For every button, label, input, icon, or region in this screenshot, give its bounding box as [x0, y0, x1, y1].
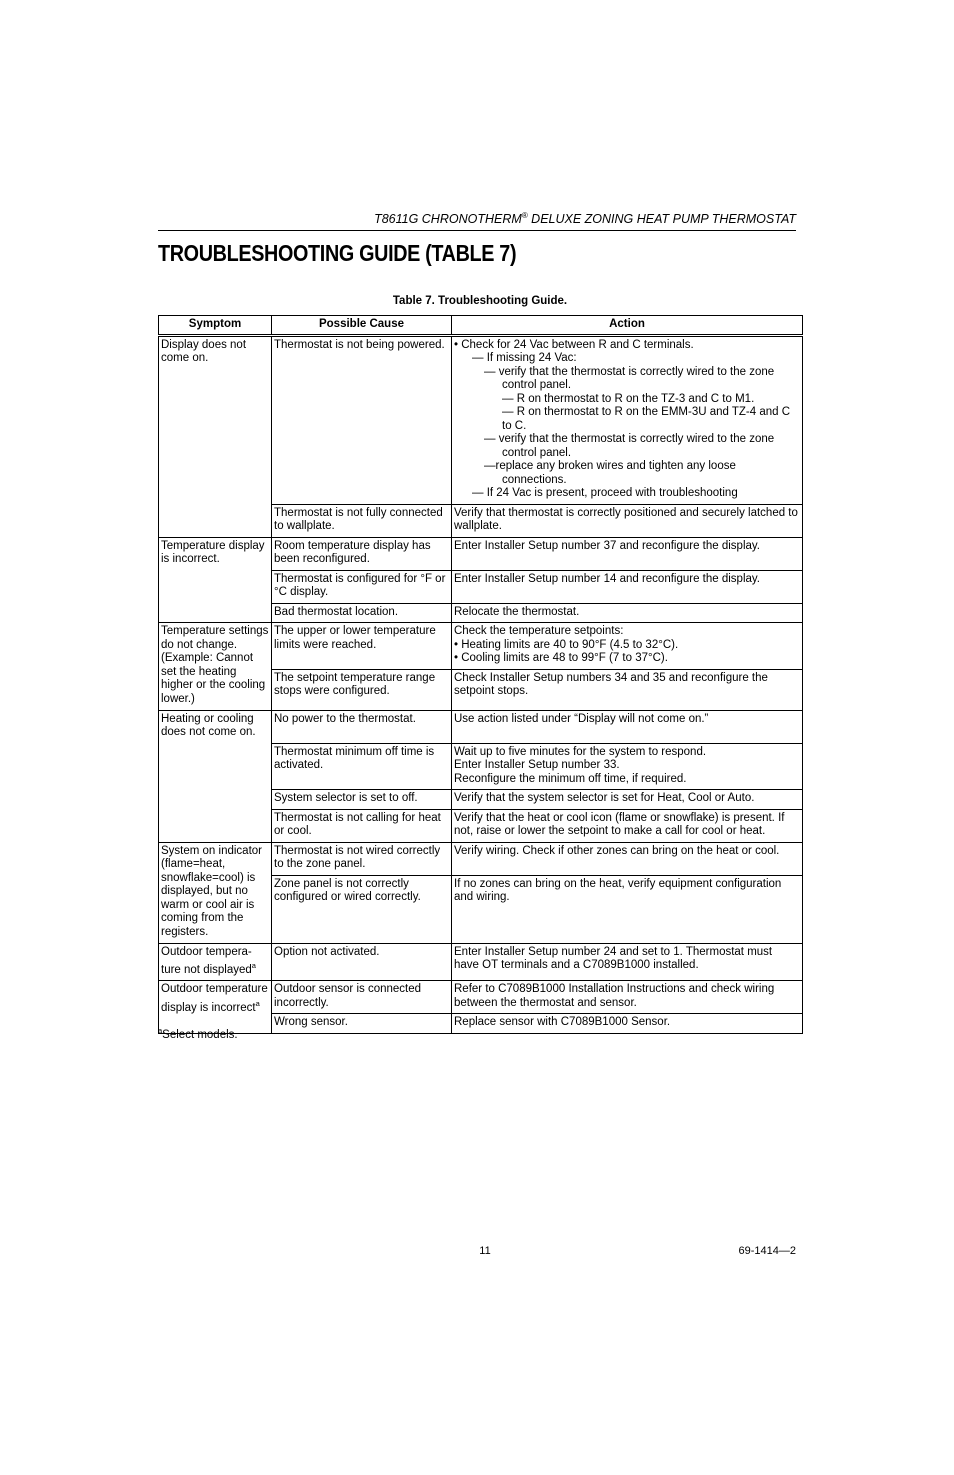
action-line: • Cooling limits are 48 to 99°F (7 to 37°C).: [454, 652, 668, 664]
cause-cell: Thermostat is not being powered.: [272, 335, 452, 504]
action-cell: Relocate the thermostat.: [452, 603, 803, 623]
column-header-action: Action: [452, 316, 803, 336]
cause-cell: System selector is set to off.: [272, 790, 452, 810]
footnote-mark: a: [158, 1026, 163, 1035]
table-row: [159, 623, 803, 670]
cause-cell: Thermostat is not calling for heat or cool.: [272, 809, 452, 842]
cause-cell: Thermostat is configured for °F or °C display.: [272, 570, 452, 603]
symptom-text: Outdoor tempera-ture not displayed: [161, 945, 252, 976]
footnote-ref: a: [255, 998, 260, 1008]
cause-cell: The setpoint temperature range stops were configured.: [272, 669, 452, 710]
action-line: Check the temperature setpoints:: [454, 625, 624, 637]
action-line: — If missing 24 Vac:: [472, 352, 577, 364]
action-cell: Verify wiring. Check if other zones can bring on the heat or cool.: [452, 842, 803, 875]
column-header-symptom: Symptom: [159, 316, 272, 336]
action-line: Reconfigure the minimum off time, if required.: [454, 772, 687, 785]
action-cell: [452, 623, 803, 670]
footnote-text: Select models.: [162, 1028, 238, 1041]
cause-cell: No power to the thermostat.: [272, 710, 452, 743]
symptom-cell: System on indicator (flame=heat, snowflake=cool) is displayed, but no warm or cool air is coming from the registers.: [159, 842, 272, 943]
table-row: [159, 981, 803, 1014]
footnote-ref: a: [251, 961, 256, 970]
cause-cell: Bad thermostat location.: [272, 603, 452, 623]
cause-cell: Room temperature display has been reconfigured.: [272, 537, 452, 570]
table-row: [159, 335, 803, 504]
running-header: [158, 211, 796, 226]
table-caption: Table 7. Troubleshooting Guide.: [392, 295, 568, 307]
action-cell: Enter Installer Setup number 14 and reconfigure the display.: [452, 570, 803, 603]
symptom-cell: Display does not come on.: [159, 335, 272, 537]
cause-cell: Zone panel is not correctly configured or wired correctly.: [272, 875, 452, 943]
header-tagline: DELUXE ZONING HEAT PUMP THERMOSTAT: [527, 212, 796, 227]
symptom-cell: Temperature display is incorrect.: [159, 537, 272, 623]
action-line: — R on thermostat to R on the EMM-3U and TZ-4 and C to C.: [502, 406, 791, 432]
cause-cell: The upper or lower temperature limits were reached.: [272, 623, 452, 670]
action-line: Wait up to five minutes for the system to respond.: [454, 745, 707, 758]
symptom-cell: Heating or cooling does not come on.: [159, 710, 272, 842]
symptom-cell: Temperature settings do not change. (Example: Cannot set the heating higher or the cooling lower.): [159, 623, 272, 711]
registered-mark: ®: [521, 211, 528, 220]
symptom-cell: [159, 943, 272, 981]
action-cell: Replace sensor with C7089B1000 Sensor.: [452, 1014, 803, 1034]
table-row: [159, 842, 803, 875]
action-cell: Verify that the system selector is set for Heat, Cool or Auto.: [452, 790, 803, 810]
footnote: [158, 1026, 238, 1041]
cause-cell: Wrong sensor.: [272, 1014, 452, 1034]
column-header-cause: Possible Cause: [272, 316, 452, 336]
action-cell: [452, 743, 803, 790]
page-title: TROUBLESHOOTING GUIDE (TABLE 7): [158, 240, 517, 266]
action-cell: [452, 335, 803, 504]
table-row: [159, 537, 803, 570]
table-row: [159, 943, 803, 981]
cause-cell: Thermostat is not wired correctly to the zone panel.: [272, 842, 452, 875]
troubleshooting-table: [158, 315, 803, 1034]
symptom-text: Outdoor temperature display is incorrect: [161, 983, 268, 1014]
table-row: [159, 710, 803, 743]
cause-cell: Thermostat minimum off time is activated.: [272, 743, 452, 790]
action-cell: Check Installer Setup numbers 34 and 35 and reconfigure the setpoint stops.: [452, 669, 803, 710]
header-model: T8611G CHRONOTHERM: [374, 212, 522, 227]
action-line: • Check for 24 Vac between R and C terminals.: [454, 338, 694, 351]
action-cell: Enter Installer Setup number 37 and reconfigure the display.: [452, 537, 803, 570]
action-cell: Refer to C7089B1000 Installation Instructions and check wiring between the thermostat and sensor.: [452, 981, 803, 1014]
table-header-row: [159, 316, 803, 336]
action-cell: If no zones can bring on the heat, verify equipment configuration and wiring.: [452, 875, 803, 943]
cause-cell: Outdoor sensor is connected incorrectly.: [272, 981, 452, 1014]
action-cell: Use action listed under “Display will not come on.”: [452, 710, 803, 743]
action-line: Enter Installer Setup number 33.: [454, 759, 620, 771]
page-number: 11: [479, 1245, 491, 1257]
cause-cell: Thermostat is not fully connected to wallplate.: [272, 504, 452, 537]
header-rule: [158, 230, 796, 231]
action-cell: Verify that thermostat is correctly positioned and securely latched to wallplate.: [452, 504, 803, 537]
action-line: — If 24 Vac is present, proceed with troubleshooting: [472, 487, 738, 499]
cause-cell: Option not activated.: [272, 943, 452, 981]
action-line: — R on thermostat to R on the TZ-3 and C to M1.: [502, 392, 755, 405]
action-cell: Enter Installer Setup number 24 and set to 1. Thermostat must have OT terminals and a C7089B1000 installed.: [452, 943, 803, 981]
action-cell: Verify that the heat or cool icon (flame or snowflake) is present. If not, raise or lower the setpoint to make a call for cool or heat.: [452, 809, 803, 842]
action-line: • Heating limits are 40 to 90°F (4.5 to 32°C).: [454, 638, 679, 651]
document-number: 69-1414—2: [738, 1245, 796, 1257]
action-line: — verify that the thermostat is correctly wired to the zone control panel.: [484, 365, 775, 391]
action-line: — verify that the thermostat is correctly wired to the zone control panel.: [484, 433, 775, 459]
action-line: —replace any broken wires and tighten any loose connections.: [484, 460, 736, 486]
